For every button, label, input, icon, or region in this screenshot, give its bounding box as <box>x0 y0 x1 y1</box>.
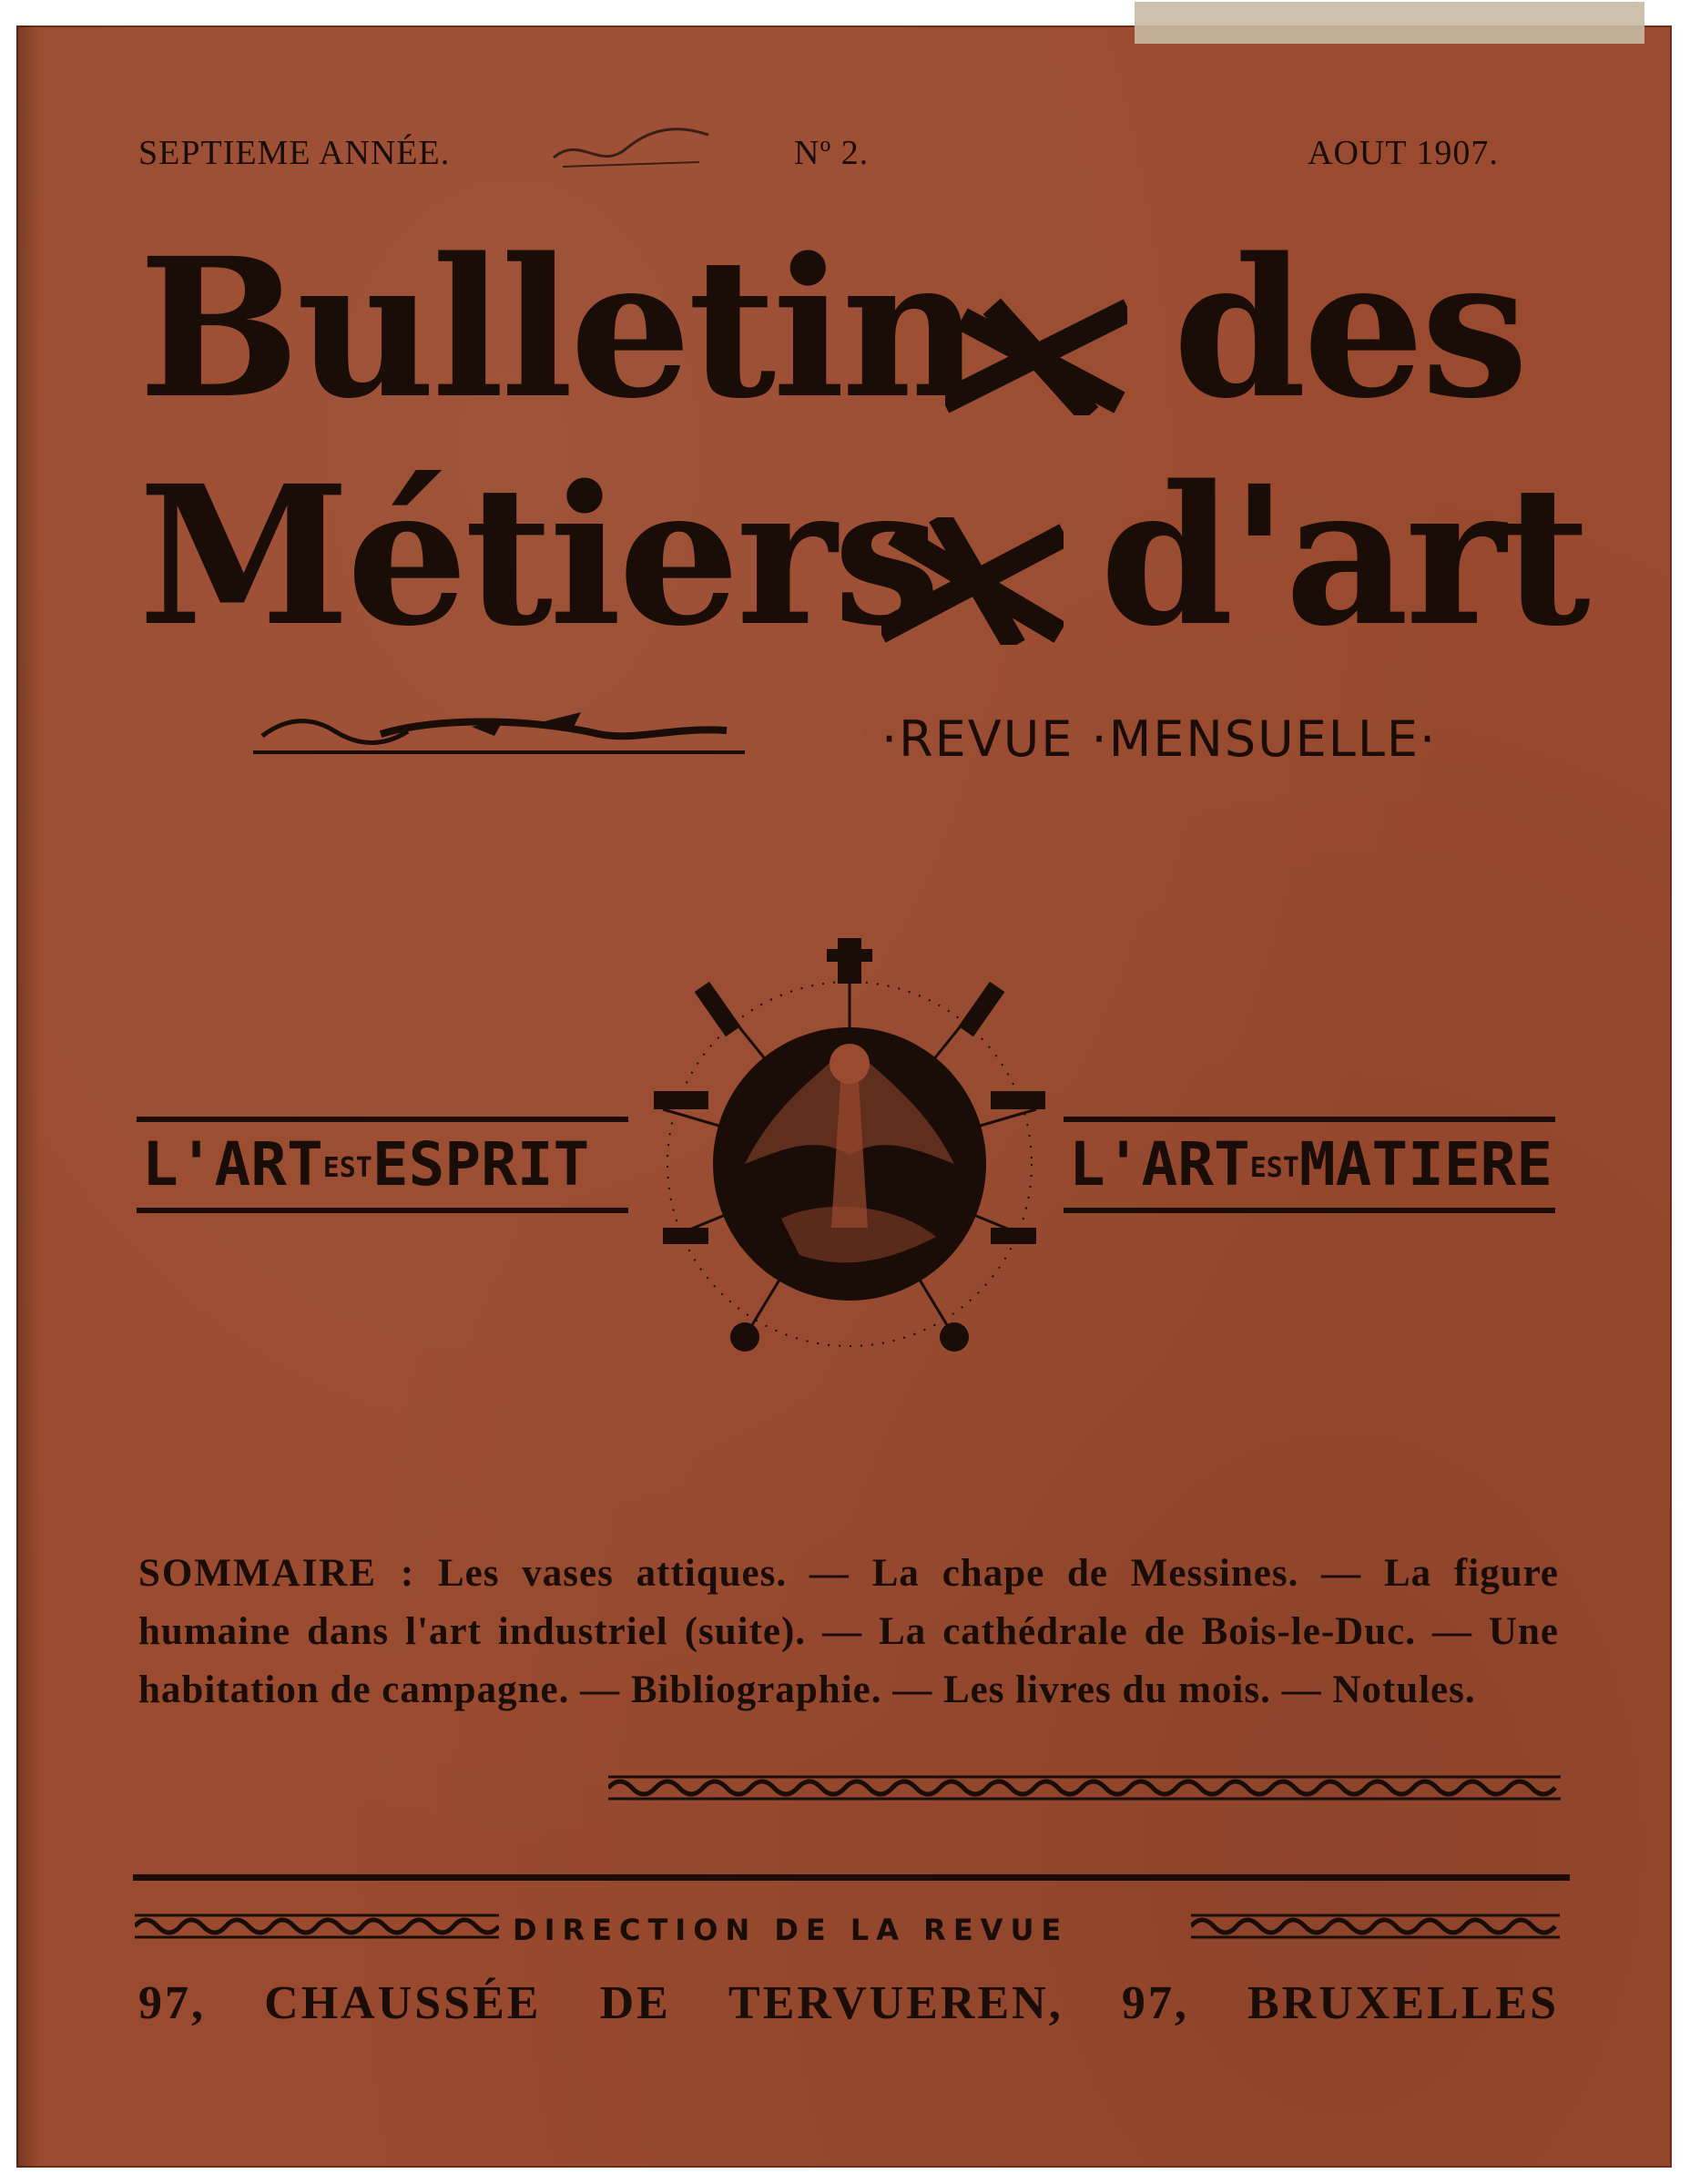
motto-word: L'ART <box>1069 1129 1250 1199</box>
divider-rule <box>133 1874 1570 1881</box>
wave-border-ornament <box>1191 1913 1560 1940</box>
spine-shadow <box>16 26 40 2168</box>
motto-right <box>1064 1117 1555 1213</box>
title-word-des: des <box>1173 216 1525 441</box>
motto-rule <box>1064 1208 1555 1213</box>
motto-word: L'ART <box>142 1129 323 1199</box>
pencil-mark <box>545 117 718 180</box>
title-word-dart: d'art <box>1100 444 1587 668</box>
year-label: SEPTIEME ANNÉE. <box>138 134 451 172</box>
sommaire-label: SOMMAIRE : <box>138 1552 416 1595</box>
publisher-address: 97, CHAUSSÉE DE TERVUEREN, 97, BRUXELLES <box>138 1977 1559 2029</box>
dragon-flourish <box>253 699 745 763</box>
ampersand-ornament <box>945 297 1127 415</box>
saint-michael-emblem <box>636 927 1064 1383</box>
ampersand-ornament <box>881 517 1064 645</box>
direction-label: DIRECTION DE LA REVUE <box>513 1913 1069 1947</box>
motto-small-word: EST <box>1249 1151 1299 1184</box>
issue-number: Nº 2. <box>794 134 870 172</box>
magazine-cover <box>16 26 1672 2168</box>
table-of-contents <box>138 1545 1559 1720</box>
title-word-bulletin: Bulletin <box>138 216 977 441</box>
wave-border-ornament <box>608 1774 1561 1801</box>
sommaire-text: Les vases attiques. — La chape de Messines. — La figure humaine dans l'art industriel (suite). — La cathédrale de Bois-le-Duc. — Une habitation de campagne. — Bibliographie. — Les livres du mois. — Notules. <box>138 1552 1560 1711</box>
motto-rule <box>137 1208 628 1213</box>
wave-border-ornament <box>135 1913 499 1940</box>
motto-word: MATIERE <box>1298 1129 1553 1199</box>
motto-small-word: EST <box>322 1151 372 1184</box>
motto-rule <box>137 1117 628 1122</box>
title-word-metiers: Métiers <box>138 444 938 668</box>
motto-left <box>137 1117 628 1213</box>
issue-date: AOUT 1907. <box>1308 134 1499 172</box>
subtitle: ·REVUE ·MENSUELLE· <box>881 710 1438 768</box>
motto-word: ESPRIT <box>372 1129 590 1199</box>
motto-rule <box>1064 1117 1555 1122</box>
tape-strip <box>1135 2 1644 44</box>
